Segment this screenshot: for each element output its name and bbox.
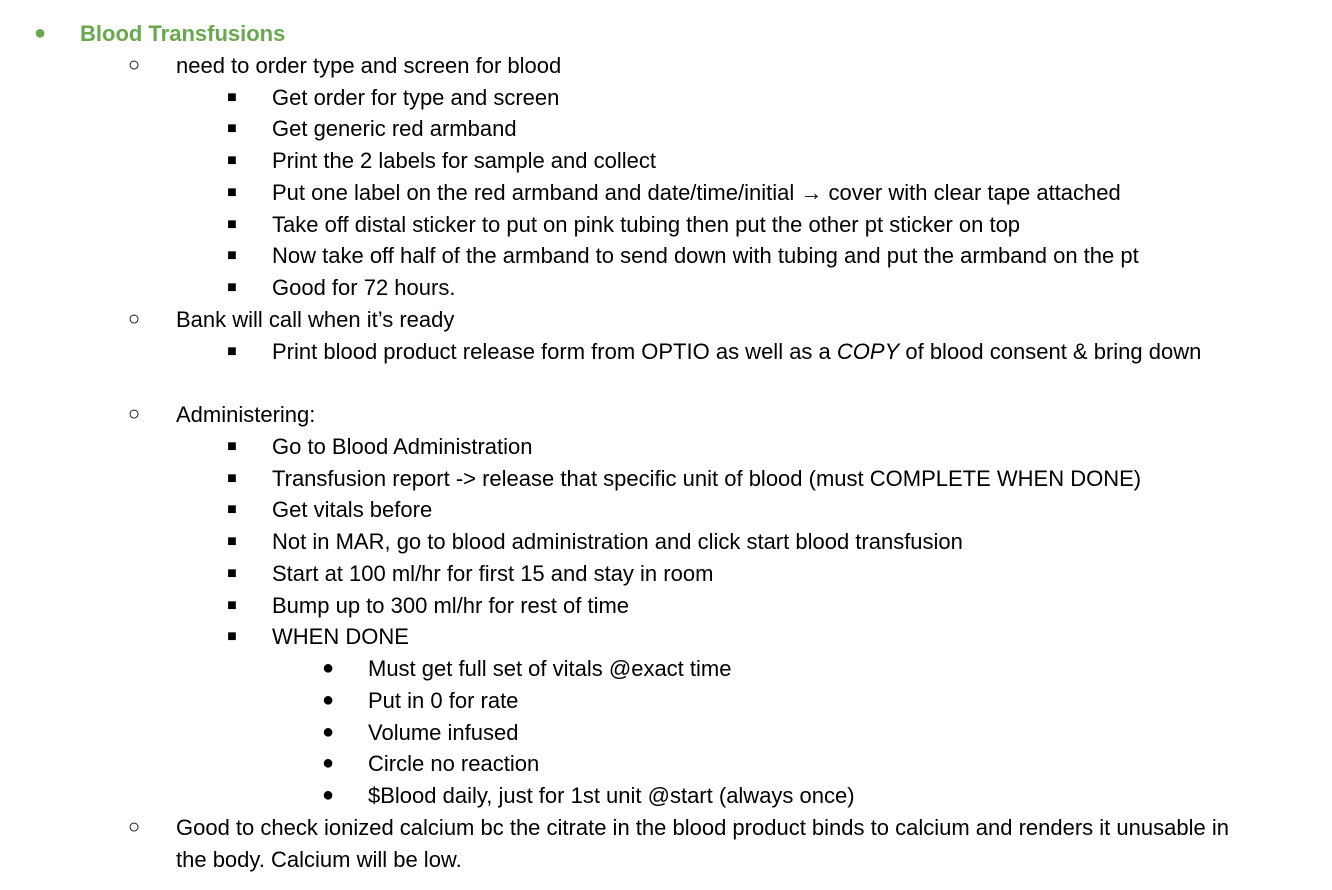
bank-item-after: of blood consent & bring down xyxy=(899,338,1202,364)
order-item-text: Get generic red armband xyxy=(272,116,517,142)
circle-bullet-icon: ○ xyxy=(127,53,141,76)
bank-item-text xyxy=(272,336,1242,368)
disc-bullet-icon: ● xyxy=(321,720,335,743)
list-item xyxy=(0,780,1332,812)
list-item xyxy=(0,399,1332,431)
list-item xyxy=(0,336,1332,400)
list-item xyxy=(0,653,1332,685)
admin-item-text: Bump up to 300 ml/hr for rest of time xyxy=(272,592,630,618)
disc-bullet-icon: ● xyxy=(321,657,335,679)
admin-item-text: Go to Blood Administration xyxy=(272,433,533,459)
square-bullet-icon: ■ xyxy=(227,501,237,519)
square-bullet-icon: ■ xyxy=(227,247,237,265)
list-item xyxy=(0,812,1332,876)
calcium-note-text: Good to check ionized calcium bc the citrate in the blood product binds to calcium and renders it unusable in the body. Calcium will be low. xyxy=(176,814,1229,872)
order-item-text: Get order for type and screen xyxy=(272,84,560,110)
bank-item-emphasis: COPY xyxy=(836,338,900,364)
order-item-text: Now take off half of the armband to send down with tubing and put the armband on the pt xyxy=(272,243,1139,269)
order-item-text: Put one label on the red armband and date/time/initial → cover with clear tape attached xyxy=(272,179,1121,205)
circle-bullet-icon: ○ xyxy=(127,403,141,425)
disc-bullet-icon: ● xyxy=(321,688,335,711)
square-bullet-icon: ■ xyxy=(227,215,237,233)
circle-bullet-icon: ○ xyxy=(127,815,141,838)
admin-item-text: WHEN DONE xyxy=(272,624,409,650)
admin-item-text: Start at 100 ml/hr for first 15 and stay in room xyxy=(272,560,714,586)
bank-item-before: Print blood product release form from OPTIO as well as a xyxy=(272,338,837,364)
list-item xyxy=(0,177,1332,209)
order-item-text: Print the 2 labels for sample and collect xyxy=(272,148,656,173)
list-item xyxy=(0,463,1332,495)
circle-bullet-icon: ○ xyxy=(127,307,141,330)
square-bullet-icon: ■ xyxy=(227,533,237,550)
square-bullet-icon: ■ xyxy=(227,152,237,169)
square-bullet-icon: ■ xyxy=(227,342,237,360)
square-bullet-icon: ■ xyxy=(227,120,237,138)
list-item xyxy=(0,621,1332,653)
square-bullet-icon: ■ xyxy=(227,437,237,455)
list-item xyxy=(0,717,1332,749)
list-item xyxy=(0,82,1332,114)
list-item xyxy=(0,272,1332,304)
admin-section-text: Administering: xyxy=(176,402,316,427)
list-item xyxy=(0,590,1332,622)
disc-bullet-icon: ● xyxy=(321,784,335,806)
order-item-text: Take off distal sticker to put on pink tubing then put the other pt sticker on top xyxy=(272,211,1021,237)
document-body xyxy=(0,18,1332,875)
when-done-item-text: Must get full set of vitals @exact time xyxy=(368,656,732,681)
admin-item-text: Get vitals before xyxy=(272,497,433,523)
admin-item-text: Transfusion report -> release that specific unit of blood (must COMPLETE WHEN DONE) xyxy=(272,465,1142,491)
list-item xyxy=(0,209,1332,241)
square-bullet-icon: ■ xyxy=(227,88,237,106)
when-done-item-text: Circle no reaction xyxy=(368,751,540,777)
list-item xyxy=(0,113,1332,145)
list-item xyxy=(0,304,1332,336)
when-done-item-text: $Blood daily, just for 1st unit @start (always once) xyxy=(368,783,855,808)
square-bullet-icon: ■ xyxy=(227,628,237,646)
list-item xyxy=(0,685,1332,717)
when-done-item-text: Volume infused xyxy=(368,719,519,745)
list-item xyxy=(0,431,1332,463)
order-item-text: Good for 72 hours. xyxy=(272,275,456,300)
list-item xyxy=(0,494,1332,526)
list-item xyxy=(0,558,1332,590)
list-item xyxy=(0,526,1332,558)
square-bullet-icon: ■ xyxy=(227,596,237,614)
square-bullet-icon: ■ xyxy=(227,183,237,201)
list-item xyxy=(0,50,1332,82)
disc-bullet-icon: ● xyxy=(33,22,47,44)
bank-section-text: Bank will call when it’s ready xyxy=(176,306,455,332)
disc-bullet-icon: ● xyxy=(321,752,335,775)
section-heading: Blood Transfusions xyxy=(80,21,286,46)
square-bullet-icon: ■ xyxy=(227,469,237,487)
list-item xyxy=(0,240,1332,272)
order-section-text: need to order type and screen for blood xyxy=(176,52,562,78)
list-item-heading xyxy=(0,18,1332,50)
list-item xyxy=(0,145,1332,177)
square-bullet-icon: ■ xyxy=(227,564,237,582)
admin-item-text: Not in MAR, go to blood administration and click start blood transfusion xyxy=(272,529,963,554)
square-bullet-icon: ■ xyxy=(227,279,237,296)
list-item xyxy=(0,748,1332,780)
when-done-item-text: Put in 0 for rate xyxy=(368,687,519,713)
